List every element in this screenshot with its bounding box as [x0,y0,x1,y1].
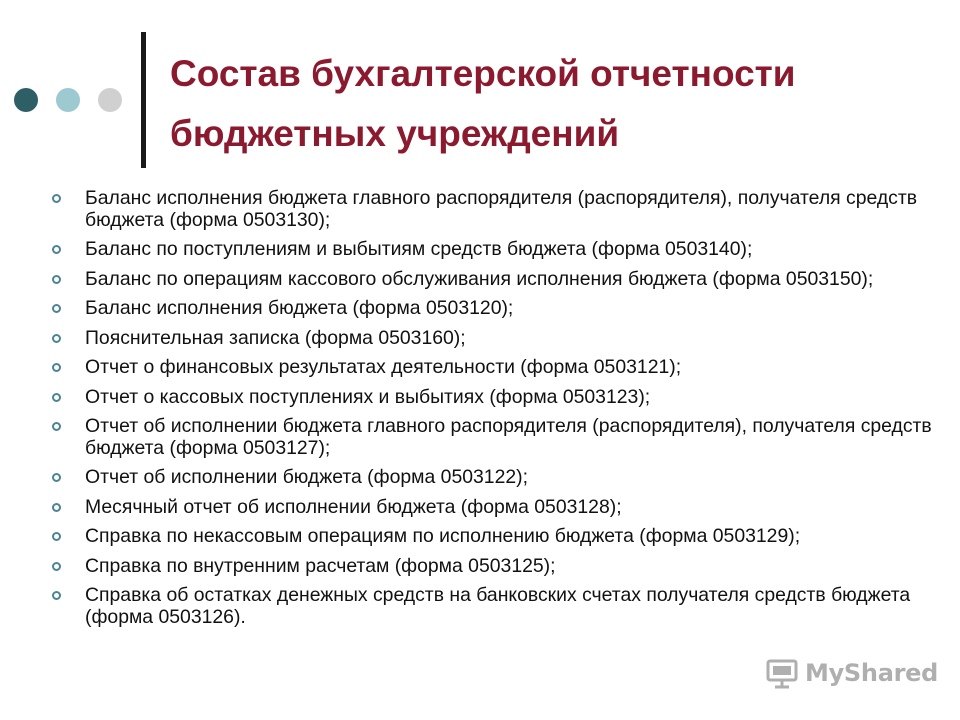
bullet-icon [52,304,61,313]
list-item [52,357,932,379]
list-item-text: Баланс исполнения бюджета главного распорядителя (распорядителя), получателя средств бюджета (форма 0503130); [85,187,918,231]
list-item-text: Отчет о финансовых результатах деятельности (форма 0503121); [85,356,682,378]
report-forms-list [52,188,932,636]
bullet-icon [52,275,61,284]
list-item [52,269,932,291]
watermark-text: MyShared [805,659,938,687]
bullet-icon [52,363,61,372]
decorative-dots [14,88,124,112]
list-item-text: Отчет о кассовых поступлениях и выбытиях (форма 0503123); [85,385,651,408]
list-item [52,526,932,548]
bullet-icon [52,245,61,254]
bullet-icon [52,562,61,571]
list-item-text: Отчет об исполнении бюджета (форма 0503122); [85,466,529,488]
slide-title [170,44,930,164]
list-item-text: Справка по некассовым операциям по исполнению бюджета (форма 0503129); [85,525,801,547]
list-item [52,416,932,459]
list-item [52,556,932,578]
bullet-icon [52,194,61,203]
dot-light [98,88,122,112]
title-divider [141,32,146,168]
list-item-text: Баланс по операциям кассового обслуживания исполнения бюджета (форма 0503150); [85,267,874,290]
list-item [52,497,932,519]
list-item [52,387,932,409]
bullet-icon [52,393,61,402]
list-item-text: Баланс по поступлениям и выбытиям средств бюджета (форма 0503140); [85,238,753,260]
bullet-icon [52,503,61,512]
list-item-text: Пояснительная записка (форма 0503160); [85,326,466,349]
bullet-icon [52,591,61,600]
list-item-text: Месячный отчет об исполнении бюджета (форма 0503128); [85,495,622,518]
bullet-icon [52,422,61,431]
slide-title-line-1: Состав бухгалтерской отчетности [170,53,796,94]
list-item-text: Баланс исполнения бюджета (форма 0503120); [85,297,514,319]
slide-title-line-2: бюджетных учреждений [170,113,620,154]
watermark [765,656,938,690]
list-item [52,239,932,261]
dot-dark [14,88,38,112]
list-item [52,585,932,628]
list-item [52,467,932,489]
presentation-screen-icon [765,656,799,690]
bullet-icon [52,532,61,541]
list-item [52,298,932,320]
list-item-text: Отчет об исполнении бюджета главного распорядителя (распорядителя), получателя средств бюджета (форма 0503127); [85,415,932,459]
bullet-icon [52,473,61,482]
list-item [52,188,932,231]
dot-mid [56,88,80,112]
bullet-icon [52,334,61,343]
list-item-text: Справка об остатках денежных средств на банковских счетах получателя средств бюджета (форма 0503126). [85,584,911,628]
list-item [52,328,932,350]
list-item-text: Справка по внутренним расчетам (форма 0503125); [85,554,556,577]
